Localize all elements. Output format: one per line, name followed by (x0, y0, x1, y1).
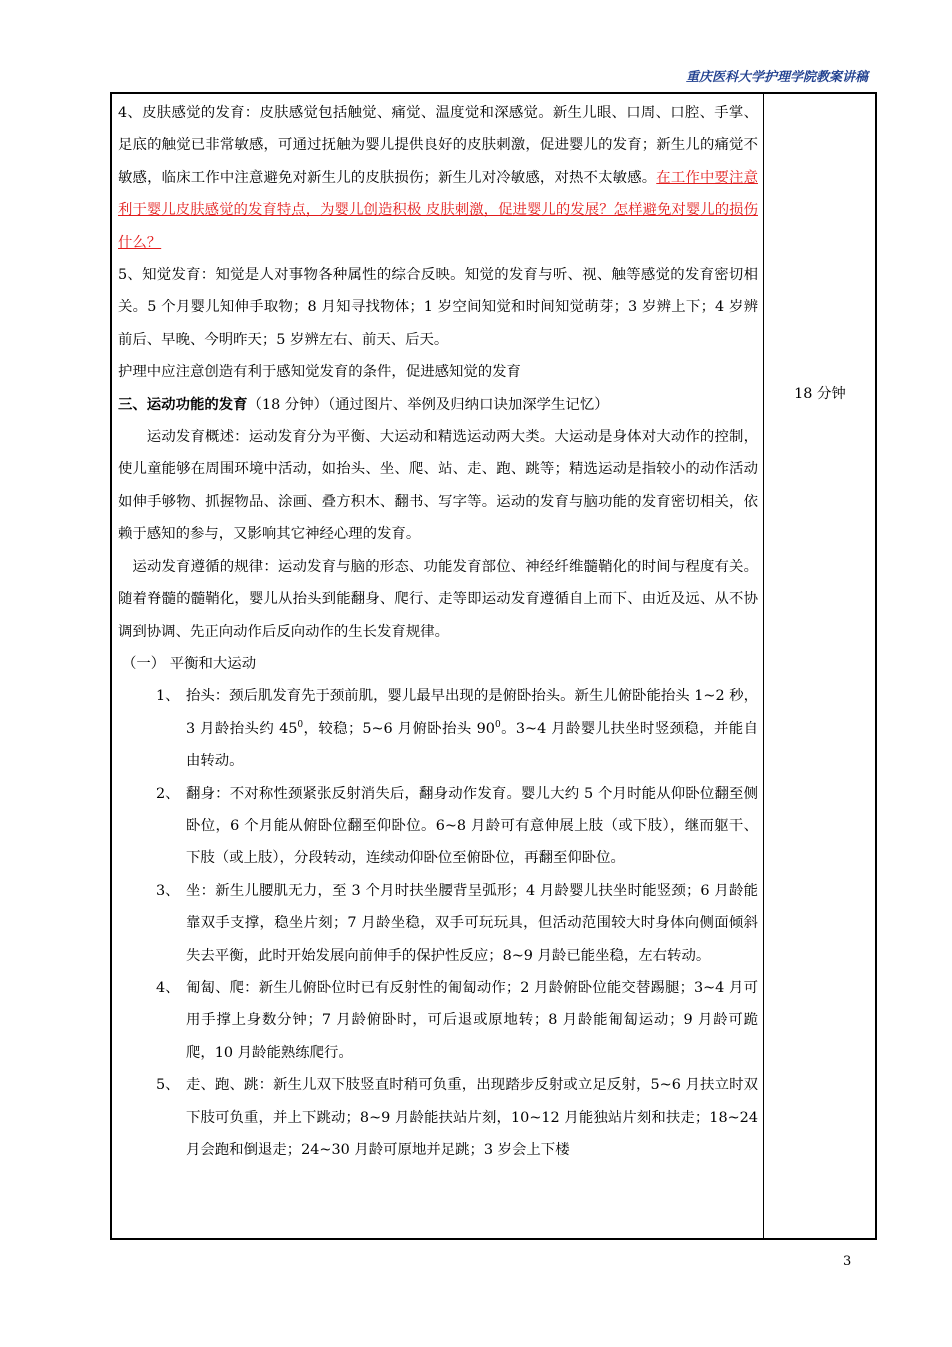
item-number: 5、 (156, 1077, 180, 1094)
subheading-balance: （一） 平衡和大运动 (122, 655, 257, 672)
item-text: 坐：新生儿腰肌无力，至 3 个月时扶坐腰背呈弧形；4 月龄婴儿扶坐时能竖颈；6 月龄能靠双手支撑，稳坐片刻；7 月龄坐稳，双手可玩玩具，但活动范围较大时身体向侧面倾斜失去平衡，此时开始发展向前伸手的保护性反应；8~9 月龄已能坐稳，左右转动。 (186, 882, 758, 964)
item-text-part: 抬头：颈后肌发育先于颈前肌，婴儿最早出现的是俯卧抬头。新生儿俯卧能抬头 1~2 秒，3 月龄抬头约 45 (186, 688, 758, 737)
paragraph-perception: 5、知觉发育：知觉是人对事物各种属性的综合反映。知觉的发育与听、视、触等感觉的发育密切相关。5 个月婴儿知伸手取物；8 月知寻找物体；1 岁空间知觉和时间知觉萌芽；3 岁辨上下；4 岁辨前后、早晚、今明昨天；5 岁辨左右、前天、后天。 (118, 267, 758, 348)
item-text-part: ，较稳；5~6 月俯卧抬头 90 (303, 720, 495, 737)
item-number: 3、 (156, 882, 180, 899)
degree-sup: 0 (297, 719, 304, 730)
item-number: 4、 (156, 979, 180, 996)
item-text-part: 。3~4 月龄婴儿扶坐时竖颈稳，并能自由转动。 (186, 720, 758, 770)
list-item (118, 972, 758, 1069)
item-text: 走、跑、跳：新生儿双下肢竖直时稍可负重，出现踏步反射或立足反射，5~6 月扶立时双下肢可负重，并上下跳动；8~9 月龄能扶站片刻，10~12 月能独站片刻和扶走；18~24 月会跑和倒退走；24~30 月龄可原地并足跳；3 岁会上下楼 (186, 1077, 758, 1158)
item-number: 1、 (156, 688, 180, 705)
time-allocation: 18 分钟 (794, 386, 846, 402)
lesson-table (110, 92, 877, 1240)
highlighted-question: 在工作中要注意利于婴儿皮肤感觉的发育特点，为婴儿创造积极 皮肤刺激，促进婴儿的发展？怎样避免对婴儿的损伤什么？ (118, 169, 758, 251)
list-item (118, 1069, 758, 1166)
list-item (118, 778, 758, 875)
content-column (118, 97, 758, 1166)
paragraph-skin-sense (118, 97, 758, 259)
paragraph-nursing-note: 护理中应注意创造有利于感知觉发育的条件，促进感知觉的发育 (118, 364, 521, 381)
item-text: 匍匐、爬：新生儿俯卧位时已有反射性的匍匐动作；2 月龄俯卧位能交替踢腿；3~4 月可用手撑上身数分钟；7 月龄俯卧时，可后退或原地转；8 月龄能匍匐运动；9 月龄可跪爬，10 月龄能熟练爬行。 (186, 979, 758, 1061)
page-header: 重庆医科大学护理学院教案讲稿 (685, 70, 868, 85)
item-text: 翻身：不对称性颈紧张反射消失后，翻身动作发育。婴儿大约 5 个月时能从仰卧位翻至侧卧位，6 个月能从俯卧位翻至仰卧位。6~8 月龄可有意伸展上肢（或下肢），继而躯干、下肢（或上肢），分段转动，连续动仰卧位至俯卧位，再翻至仰卧位。 (186, 785, 758, 867)
section-title: 三、运动功能的发育 (118, 396, 248, 413)
item-text (186, 680, 758, 777)
list-item (118, 680, 758, 777)
item-number: 2、 (156, 785, 180, 802)
page-number: 3 (843, 1254, 852, 1269)
paragraph-motor-overview: 运动发育概述：运动发育分为平衡、大运动和精选运动两大类。大运动是身体对大动作的控制，使儿童能够在周围环境中活动，如抬头、坐、爬、站、走、跑、跳等；精选运动是指较小的动作活动如伸手够物、抓握物品、涂画、叠方积木、翻书、写字等。运动的发育与脑功能的发育密切相关，依赖于感知的参与，又影响其它神经心理的发育。 (118, 429, 758, 543)
section-note: （18 分钟）（通过图片、举例及归纳口诀加深学生记忆） (247, 396, 609, 413)
list-item (118, 875, 758, 972)
column-divider (763, 94, 764, 1238)
section-heading (118, 389, 758, 421)
degree-sup: 0 (494, 719, 501, 730)
paragraph-motor-rules: 运动发育遵循的规律：运动发育与脑的形态、功能发育部位、神经纤维髓鞘化的时间与程度有关。随着脊髓的髓鞘化，婴儿从抬头到能翻身、爬行、走等即运动发育遵循自上而下、由近及远、从不协调到协调、先正向动作后反向动作的生长发育规律。 (118, 558, 758, 640)
skin-sense-text: 4、皮肤感觉的发育：皮肤感觉包括触觉、痛觉、温度觉和深感觉。新生儿眼、口周、口腔、手掌、足底的触觉已非常敏感，可通过抚触为婴儿提供良好的皮肤刺激，促进婴儿的发育；新生儿的痛觉不敏感，临床工作中注意避免对新生儿的皮肤损伤；新生儿对冷敏感，对热不太敏感。 (118, 105, 758, 186)
